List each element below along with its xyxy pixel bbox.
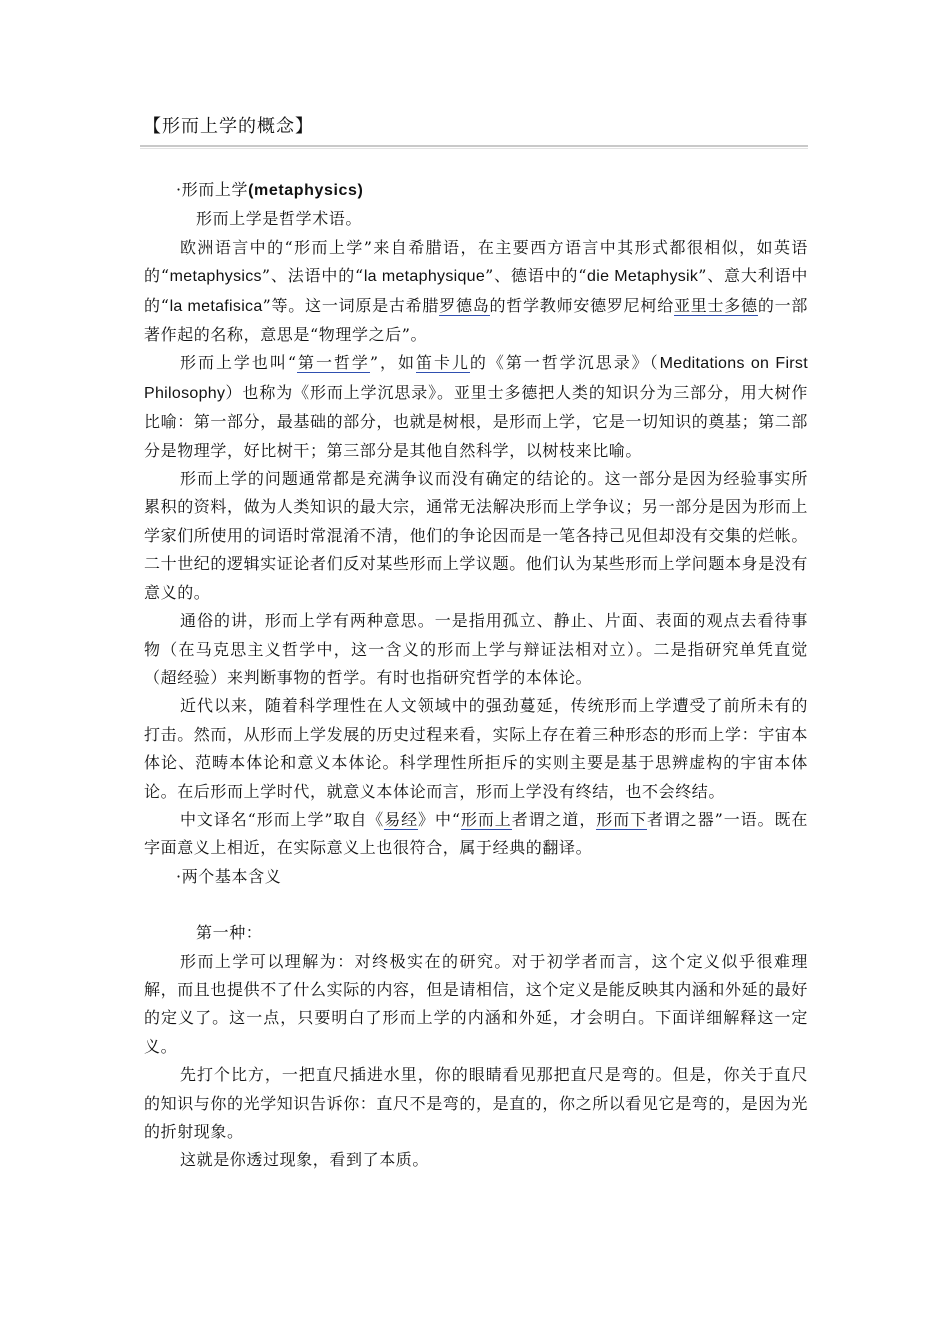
link-first-philosophy[interactable]: 第一哲学 — [296, 353, 370, 373]
section-heading-metaphysics — [144, 176, 808, 205]
paragraph-essence: 这就是你透过现象，看到了本质。 — [180, 1150, 430, 1170]
bullet-icon: · — [176, 866, 182, 886]
bullet-icon: · — [176, 180, 182, 199]
paragraph-ruler-analogy: 先打个比方，一把直尺插进水里，你的眼睛看见那把直尺是弯的。但是，你关于直尺的知识与你的光学知识告诉你：直尺不是弯的，是直的，你之所以看见它是弯的，是因为光的折射现象。 — [144, 1065, 809, 1141]
paragraph-controversy: 形而上学的问题通常都是充满争议而没有确定的结论的。这一部分是因为经验事实所累积的资料，做为人类知识的最大宗，通常无法解决形而上学争议；另一部分是因为形而上学家们所使用的词语时常混淆不清，他们的争论因而是一笔各持己见但却没有交集的烂帐。 二十世纪的逻辑实证论者们反对某些形而上学议题。他们认为某些形而上学问题本身是没有意义的。 — [144, 469, 809, 602]
link-aristotle[interactable]: 亚里士多德 — [673, 295, 758, 315]
link-yijing[interactable]: 易经 — [384, 809, 419, 829]
link-xing-er-xia[interactable]: 形而下 — [596, 809, 647, 829]
link-xing-er-shang[interactable]: 形而上 — [460, 809, 512, 829]
link-rhodes[interactable]: 罗德岛 — [439, 295, 490, 315]
heading-text: 两个基本含义 — [181, 866, 282, 886]
title-divider — [140, 145, 808, 149]
paragraph-ultimate-reality: 形而上学可以理解为：对终极实在的研究。对于初学者而言，这个定义似乎很难理解，而且也提供不了什么实际的内容，但是请相信，这个定义是能反映其内涵和外延的最好的定义了。这一点，只要明白了形而上学的内涵和外延，才会明白。下面详细解释这一定义。 — [144, 951, 809, 1056]
paragraph-two-meanings: 通俗的讲，形而上学有两种意思。一是指用孤立、静止、片面、表面的观点去看待事物（在马克思主义哲学中，这一含义的形而上学与辩证法相对立）。二是指研究单凭直觉（超经验）来判断事物的哲学。有时也指研究哲学的本体论。 — [144, 611, 808, 687]
definition-line: 形而上学是哲学术语。 — [196, 209, 363, 229]
paragraph-modern: 近代以来，随着科学理性在人文领域中的强劲蔓延，传统形而上学遭受了前所未有的打击。然而，从形而上学发展的历史过程来看，实际上存在着三种形态的形而上学：宇宙本体论、范畴本体论和意义本体论。科学理性所拒斥的实则主要是基于思辨虚构的宇宙本体论。在后形而上学时代，就意义本体论而言，形而上学没有终结，也不会终结。 — [144, 696, 809, 801]
heading-english: (metaphysics) — [248, 182, 364, 199]
paragraph-translation: 中文译名“形而上学”取自《易经》中“形而上者谓之道，形而下者谓之器”一语。既在字面意义上相近，在实际意义上也很符合，属于经典的翻译。 — [144, 809, 808, 858]
paragraph-first-philosophy: 形而上学也叫“第一哲学”，如笛卡儿的《第一哲学沉思录》（Meditations on First Philosophy）也称为《形而上学沉思录》。亚里士多德把人类的知识分为三部分，用大树作比喻：第一部分，最基础的部分，也就是树根，是形而上学，它是一切知识的奠基；第二部分是物理学，好比树干；第三部分是其他自然科学，以树枝来比喻。 — [144, 353, 809, 460]
link-descartes[interactable]: 笛卡儿 — [416, 353, 470, 373]
heading-text: 形而上学 — [181, 180, 249, 199]
page-title: 【形而上学的概念】 — [143, 116, 314, 137]
document-body — [144, 176, 808, 1175]
paragraph-etymology: 欧洲语言中的“形而上学”来自希腊语，在主要西方语言中其形式都很相似，如英语的“metaphysics”、法语中的“la metaphysique”、德语中的“die Metaphysik”、意大利语中的“la metafisica”等。这一词原是古希腊罗德岛的哲学教师安德罗尼柯给亚里士多德的一部著作起的名称，意思是“物理学之后”。 — [144, 237, 808, 345]
spacer — [144, 891, 808, 919]
section-heading-two-meanings — [144, 863, 808, 891]
subheading-first-kind: 第一种： — [196, 923, 263, 943]
